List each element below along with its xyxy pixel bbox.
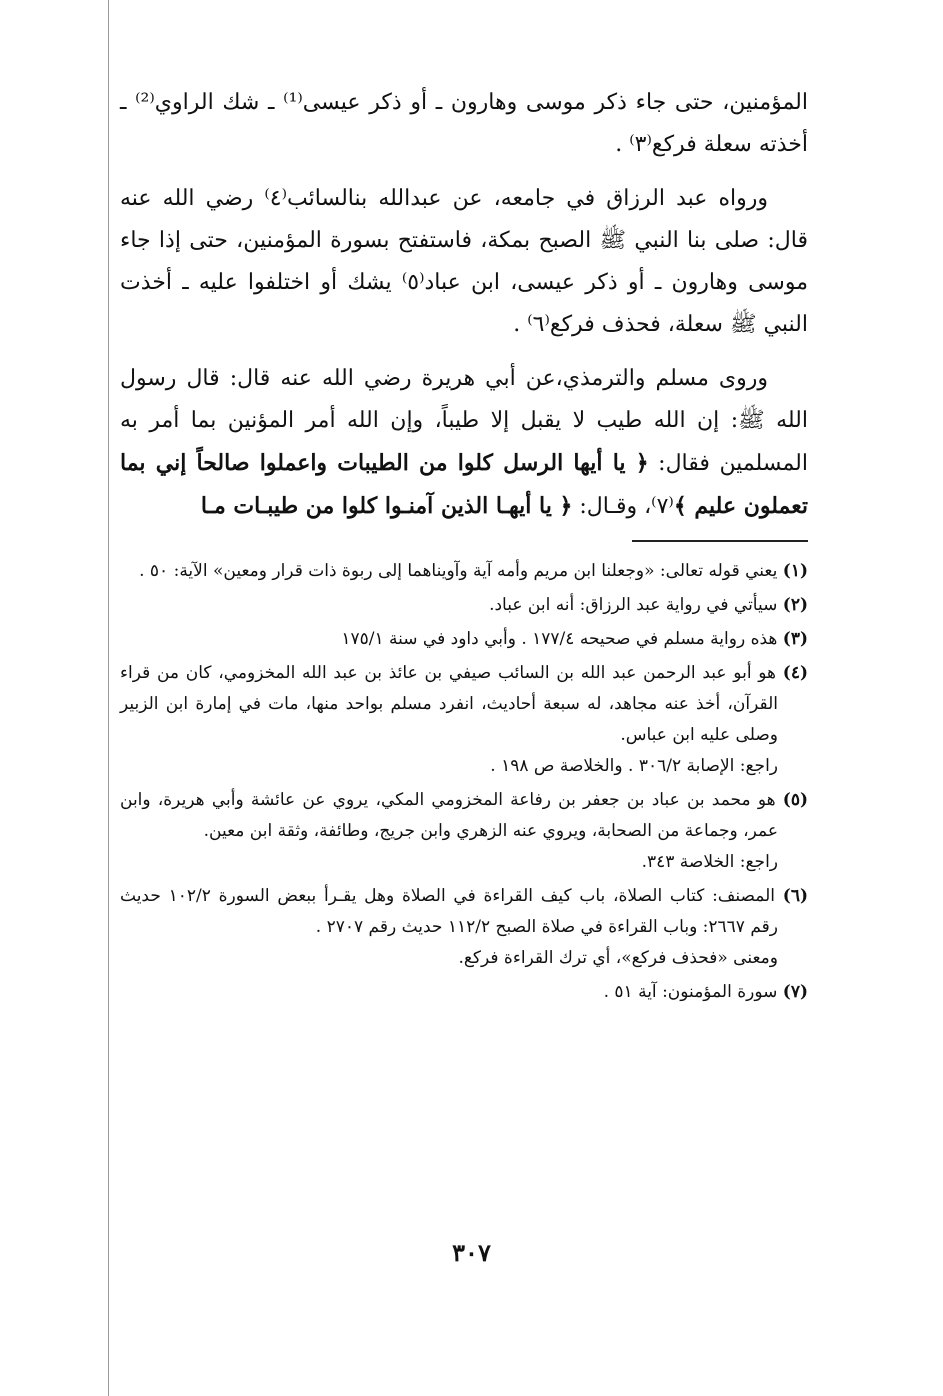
page-content	[120, 82, 808, 1011]
paragraph-2: ورواه عبد الرزاق في جامعه، عن عبدالله بنالسائب⁽٤⁾ رضي الله عنه قال: صلى بنا النبي ﷺ الصبح بمكة، فاستفتح بسورة المؤمنين، حتى إذا جاء موسى وهارون ـ أو ذكر عيسى، ابن عباد⁽٥⁾ يشك أو اختلفوا عليه ـ أخذت النبي ﷺ سعلة، فحذف فركع⁽٦⁾ .	[120, 186, 809, 337]
footnote-5	[120, 785, 808, 878]
quran-verse-1: ﴿ يا أيها الرسل كلوا من الطيبات واعملوا صالحاً إني بما تعملون عليم ﴾	[120, 450, 808, 519]
footnote-number: (٧)	[782, 982, 808, 1002]
footnotes	[120, 556, 808, 1008]
page-binding-line	[108, 0, 109, 1396]
footnote-number: (٤)	[782, 663, 809, 683]
footnote-reference: راجع: الخلاصة ٣٤٣.	[641, 852, 778, 872]
footnote-6	[120, 881, 808, 974]
footnote-number: (٣)	[782, 629, 808, 649]
paragraph-3-mid: ⁽٧⁾، وقـال:	[572, 494, 674, 519]
footnote-text: سورة المؤمنون: آية ٥١ .	[603, 982, 778, 1002]
paragraph-1: المؤمنين، حتى جاء ذكر موسى وهارون ـ أو ذكر عيسى⁽¹⁾ ـ شك الراوي⁽²⁾ ـ أخذته سعلة فركع⁽٣⁾ .	[120, 90, 809, 157]
paragraph-3	[120, 358, 808, 528]
paragraph-3-start: وروى مسلم والترمذي،عن أبي هريرة رضي الله عنه قال: قال رسول الله ﷺ: إن الله طيب لا يقبل إلا طيباً، وإن الله أمر المؤنين بما أمر به المسلمين فقال:	[120, 366, 808, 476]
footnote-number: (١)	[782, 561, 808, 581]
footnote-3	[120, 624, 808, 655]
quran-verse-2: ﴿ يا أيهـا الذين آمنـوا كلوا من طيبـات مـا	[200, 493, 573, 519]
footnote-number: (٢)	[782, 595, 808, 615]
footnote-note: ومعنى «فحذف فركع»، أي ترك القراءة فركع.	[458, 948, 778, 968]
footnote-text: هو أبو عبد الرحمن عبد الله بن السائب صيفي بن عائذ بن عبد الله المخزومي، كان من قراء القرآن، أخذ عنه مجاهد، له سبعة أحاديث، انفرد مسلم بواحد منها، مات في إمارة ابن الزبير وصلى عليه ابن عباس.	[120, 663, 778, 745]
footnote-2	[120, 590, 808, 621]
footnote-reference: راجع: الإصابة ٣٠٦/٢ . والخلاصة ص ١٩٨ .	[490, 756, 778, 776]
footnote-text: هذه رواية مسلم في صحيحه ١٧٧/٤ . وأبي داود في سنة ١٧٥/١	[341, 629, 778, 649]
footnote-7	[120, 977, 808, 1008]
footnote-number: (٦)	[782, 886, 809, 906]
page-number: ٣٠٧	[452, 1238, 491, 1267]
footnote-text: يعني قوله تعالى: «وجعلنا ابن مريم وأمه آية وآويناهما إلى ربوة ذات قرار ومعين» الآية: ٥٠ .	[139, 561, 778, 581]
footnote-1	[120, 556, 808, 587]
footnote-text: سيأتي في رواية عبد الرزاق: أنه ابن عباد.	[489, 595, 778, 615]
footnote-text: المصنف: كتاب الصلاة، باب كيف القراءة في الصلاة وهل يقـرأ ببعض السورة ١٠٢/٢ حديث رقم ٢٦٦٧: وباب القراءة في صلاة الصبح ١١٢/٢ حديث رقم ٢٧٠٧ .	[120, 886, 778, 937]
footnote-text: هو محمد بن عباد بن جعفر بن رفاعة المخزومي المكي، يروي عن عائشة وأبي هريرة، وابن عمر، وجماعة من الصحابة، ويروي عنه الزهري وابن جريج، وطائفة، وثقة ابن معين.	[120, 790, 778, 841]
footnote-number: (٥)	[782, 790, 808, 810]
footnote-4	[120, 658, 808, 782]
footnote-separator	[632, 540, 808, 542]
